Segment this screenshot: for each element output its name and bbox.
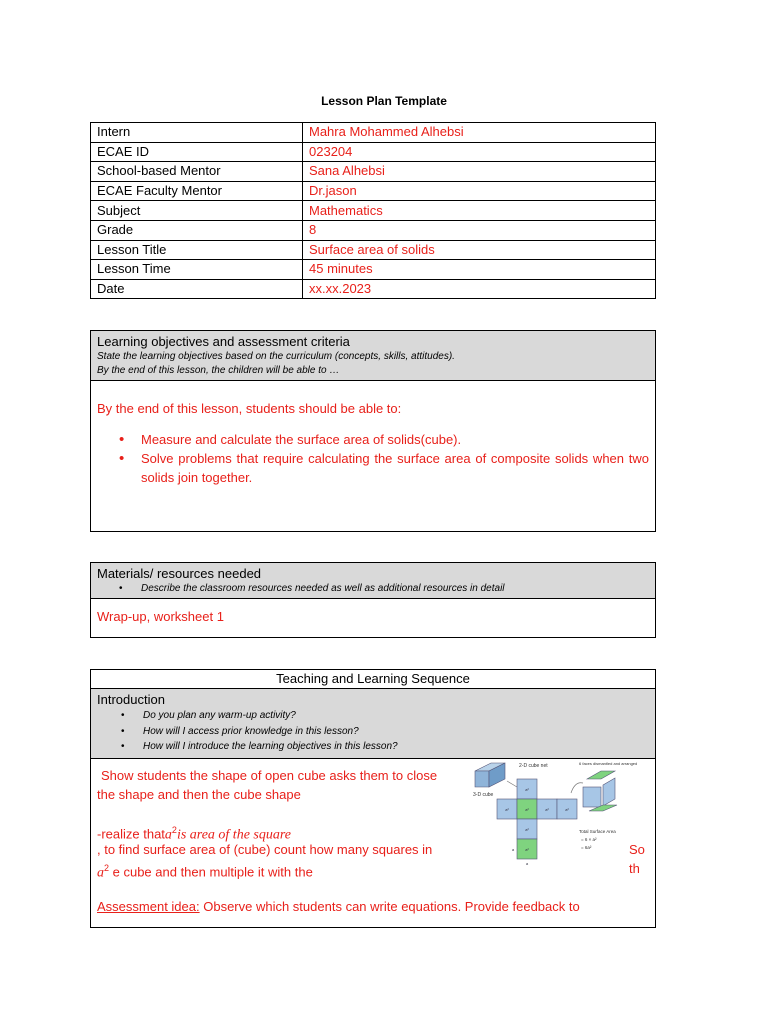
svg-text:a²: a² (505, 806, 509, 812)
objective-item: • Solve problems that require calculating the surface area of composite solids when two solids join together. (141, 449, 649, 487)
cube-3d-icon (475, 763, 505, 787)
info-label: Grade (91, 220, 303, 240)
svg-text:= 6a²: = 6a² (581, 844, 592, 850)
info-row (91, 162, 656, 182)
svg-text:= 6 × a²: = 6 × a² (581, 836, 597, 842)
assessment-label: Assessment idea: (97, 898, 200, 914)
svg-text:a²: a² (525, 786, 529, 792)
info-value: Dr.jason (303, 181, 656, 201)
materials-hint: • Describe the classroom resources needed as well as additional resources in detail (141, 582, 649, 596)
svg-text:a²: a² (565, 806, 569, 812)
svg-text:a: a (511, 846, 515, 852)
intro-side-text: th (629, 860, 640, 876)
exploded-cube-icon (583, 771, 617, 811)
info-value: Mahra Mohammed Alhebsi (303, 123, 656, 143)
svg-text:6 faces dismantled and arrange: 6 faces dismantled and arranged (579, 760, 638, 766)
objectives-heading: Learning objectives and assessment criteria (97, 334, 350, 349)
page-title: Lesson Plan Template (321, 94, 447, 108)
svg-text:Total Surface Area: Total Surface Area (579, 828, 616, 834)
svg-text:a²: a² (525, 826, 529, 832)
objective-item: • Measure and calculate the surface area of solids(cube). (141, 430, 649, 449)
materials-value: Wrap-up, worksheet 1 (97, 609, 224, 624)
objectives-section (90, 330, 656, 532)
info-value: Sana Alhebsi (303, 162, 656, 182)
materials-section (90, 562, 656, 638)
introduction-heading: Introduction (97, 692, 165, 707)
assessment-idea: Assessment idea: Observe which students can write equations. Provide feedback to (97, 898, 580, 914)
info-label: Date (91, 279, 303, 299)
info-row (91, 220, 656, 240)
info-row (91, 240, 656, 260)
info-row (91, 279, 656, 299)
info-value: Mathematics (303, 201, 656, 221)
intro-line: Show students the shape of open cube asks them to close (101, 767, 438, 783)
objectives-hint: By the end of this lesson, the children will be able to … (97, 365, 340, 376)
materials-heading: Materials/ resources needed (97, 566, 262, 581)
info-label: Lesson Time (91, 260, 303, 280)
svg-text:a²: a² (525, 846, 529, 852)
info-label: ECAE Faculty Mentor (91, 181, 303, 201)
objectives-hint: State the learning objectives based on the curriculum (concepts, skills, attitudes). (97, 351, 455, 362)
info-row (91, 181, 656, 201)
intro-side-text: So (629, 841, 645, 857)
intro-line: , to find surface area of (cube) count how many squares in (97, 841, 433, 857)
info-table (90, 122, 656, 299)
intro-question: • How will I access prior knowledge in this lesson? (143, 724, 649, 740)
sequence-section (90, 669, 656, 928)
intro-question: • How will I introduce the learning objectives in this lesson? (143, 739, 649, 755)
svg-text:a²: a² (525, 806, 529, 812)
svg-text:2-D cube net: 2-D cube net (519, 762, 548, 769)
info-label: Subject (91, 201, 303, 221)
intro-line: the shape and then the cube shape (97, 786, 301, 802)
info-value: xx.xx.2023 (303, 279, 656, 299)
info-label: Lesson Title (91, 240, 303, 260)
info-label: Intern (91, 123, 303, 143)
info-value: 023204 (303, 142, 656, 162)
sequence-caption: Teaching and Learning Sequence (91, 670, 655, 689)
info-row (91, 260, 656, 280)
svg-text:3-D cube: 3-D cube (473, 791, 494, 798)
info-row (91, 201, 656, 221)
svg-text:a²: a² (545, 806, 549, 812)
cube-net-icon (497, 779, 577, 859)
info-label: ECAE ID (91, 142, 303, 162)
objectives-intro: By the end of this lesson, students should be able to: (97, 401, 402, 416)
svg-text:a: a (525, 860, 529, 866)
intro-line: $a^2$ e cube and then multiple it with the (97, 862, 313, 880)
info-value: 45 minutes (303, 260, 656, 280)
info-row (91, 123, 656, 143)
info-row (91, 142, 656, 162)
info-value: 8 (303, 220, 656, 240)
intro-question: • Do you plan any warm-up activity? (143, 708, 649, 724)
info-label: School-based Mentor (91, 162, 303, 182)
info-value: Surface area of solids (303, 240, 656, 260)
intro-line: -realize thata$^2$is area of the square (97, 824, 292, 842)
introduction-body (91, 759, 655, 919)
